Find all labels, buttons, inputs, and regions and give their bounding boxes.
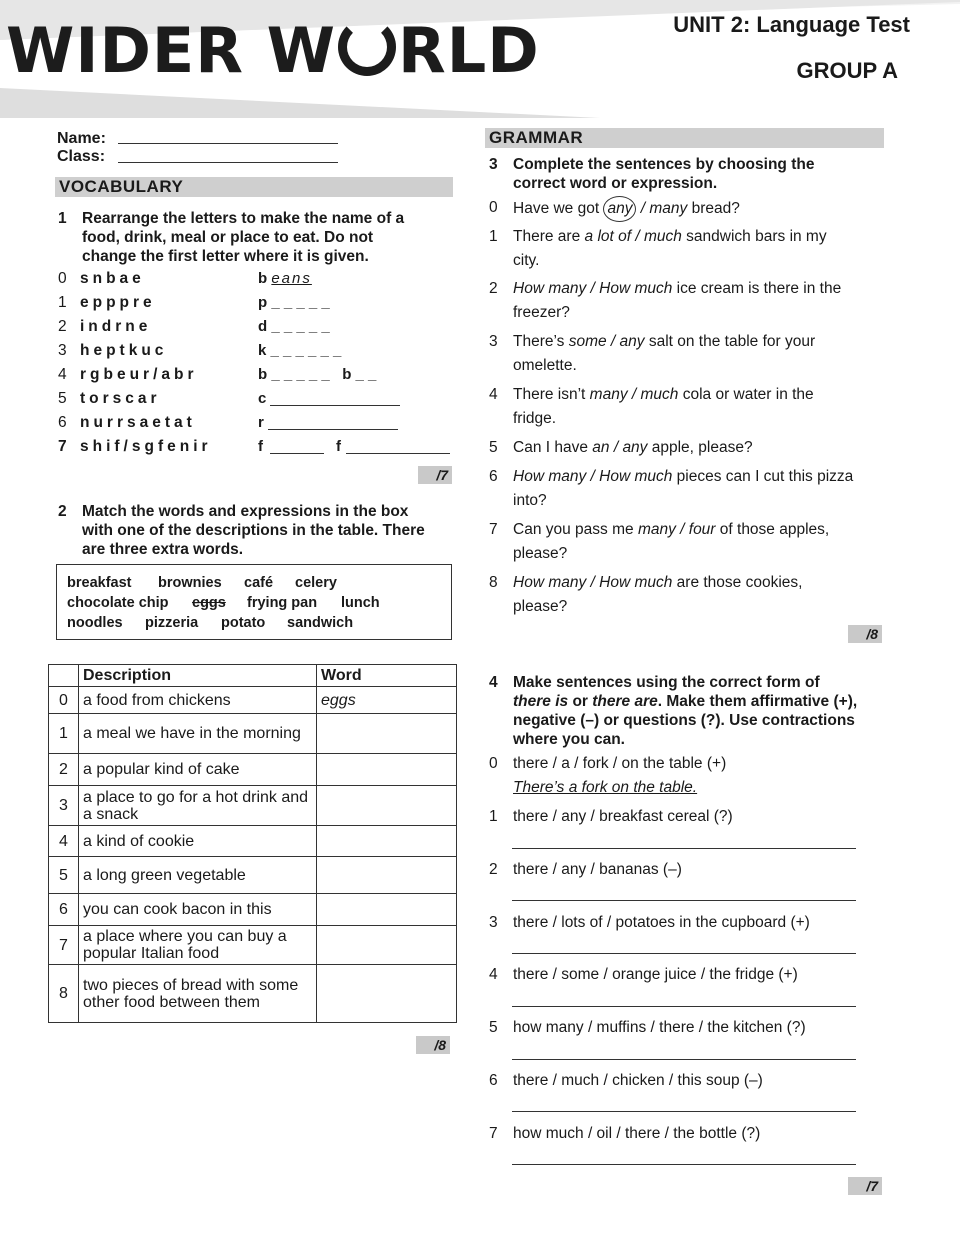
word-box-item: pizzeria [145, 615, 199, 631]
row-description: a popular kind of cake [79, 754, 317, 786]
ex1-item-number: 6 [58, 414, 67, 431]
choice-options[interactable]: How many / How much [513, 574, 673, 591]
answer-first-letter: f [336, 438, 341, 455]
choice-options[interactable]: How many / How much [513, 468, 673, 485]
ex2-score: /8 [416, 1036, 450, 1054]
row-description: two pieces of bread with some other food between them [79, 965, 317, 1023]
answer-line[interactable] [512, 848, 856, 849]
table-row: 4 a kind of cookie [49, 826, 457, 857]
answer-line[interactable] [512, 900, 856, 901]
scrambled-word: rgbeur/abr [80, 366, 198, 383]
word-box-item: sandwich [287, 615, 354, 631]
table-row: 1 a meal we have in the morning [49, 714, 457, 754]
choice-options[interactable]: many / four [637, 521, 716, 538]
row-word-input[interactable] [317, 926, 457, 965]
logo-globe-icon [338, 18, 396, 76]
table-header-number [49, 665, 79, 687]
row-word-input[interactable] [317, 857, 457, 894]
row-word-input[interactable] [317, 965, 457, 1023]
row-word-input[interactable] [317, 714, 457, 754]
answer-line[interactable] [512, 1111, 856, 1112]
answer-blank[interactable]: b _ _ _ _ _ b _ _ [258, 366, 377, 383]
ex1-item-number: 5 [58, 390, 67, 407]
answer-line[interactable] [270, 405, 400, 406]
ex4-prompt: there / lots of / potatoes in the cupboard (+) [513, 914, 810, 931]
table-row: 6 you can cook bacon in this [49, 894, 457, 926]
ex4-prompt: how much / oil / there / the bottle (?) [513, 1125, 761, 1142]
ex4-prompt: there / some / orange juice / the fridge (+) [513, 966, 798, 983]
row-word-sample: eggs [317, 687, 457, 714]
ex1-item-number: 1 [58, 294, 67, 311]
ex1-item-number: 3 [58, 342, 67, 359]
table-row: 7 a place where you can buy a popular Italian food [49, 926, 457, 965]
row-description: a food from chickens [79, 687, 317, 714]
table-row: 2 a popular kind of cake [49, 754, 457, 786]
row-word-input[interactable] [317, 786, 457, 826]
name-label: Name: [57, 130, 106, 147]
scrambled-word: shif/sgfenir [80, 438, 212, 455]
ex4-score: /7 [848, 1177, 882, 1195]
row-description: you can cook bacon in this [79, 894, 317, 926]
ex4-sample-answer: There’s a fork on the table. [513, 779, 698, 796]
word-box-item: lunch [341, 595, 380, 611]
choice-options[interactable]: an / any [592, 439, 648, 456]
answer-first-letter: c [258, 390, 267, 407]
word-box-item: chocolate chip [67, 595, 169, 611]
grammar-heading: GRAMMAR [485, 128, 884, 148]
word-box-item: café [244, 575, 274, 591]
answer-line[interactable] [268, 429, 398, 430]
ex1-item-number: 0 [58, 270, 67, 287]
ex1-item-number: 2 [58, 318, 67, 335]
ex2-instruction: 2 Match the words and expressions in the box with one of the descriptions in the table. There are three extra words. [58, 503, 425, 558]
scrambled-word: heptkuc [80, 342, 168, 359]
table-header-word: Word [317, 665, 457, 687]
word-box [56, 564, 452, 640]
answer-blank[interactable]: d _ _ _ _ _ [258, 318, 330, 335]
ex1-score: /7 [418, 466, 452, 484]
word-box-item: frying pan [247, 595, 318, 611]
word-box-item: noodles [67, 615, 123, 631]
ex3-instruction: 3 Complete the sentences by choosing the correct word or expression. [489, 156, 815, 192]
ex1-item-number: 4 [58, 366, 67, 383]
row-word-input[interactable] [317, 826, 457, 857]
ex3-score: /8 [848, 625, 882, 643]
scrambled-word: torscar [80, 390, 161, 407]
table-row: 5 a long green vegetable [49, 857, 457, 894]
answer-first-letter: f [258, 438, 263, 455]
choice-options[interactable]: How many / How much [513, 280, 673, 297]
answer-line[interactable] [512, 1006, 856, 1007]
wider-world-logo: WIDER W RLD [6, 14, 540, 87]
row-description: a place to go for a hot drink and a snack [79, 786, 317, 826]
answer-line[interactable] [512, 953, 856, 954]
choice-options[interactable]: many / much [589, 386, 679, 403]
row-word-input[interactable] [317, 754, 457, 786]
answer-first-letter: b eans [258, 270, 312, 287]
unit-title: UNIT 2: Language Test [673, 12, 910, 37]
ex1-item-number: 7 [58, 438, 67, 455]
answer-line[interactable] [346, 453, 450, 454]
ex4-instruction: 4 Make sentences using the correct form of there is or there are. Make them affirmative (+), negative (–) or questions (?). Use contractions where you can. [489, 674, 858, 748]
class-field[interactable] [118, 162, 338, 163]
table-row: 8 two pieces of bread with some other food between them [49, 965, 457, 1023]
answer-line[interactable] [270, 453, 324, 454]
class-label: Class: [57, 148, 106, 165]
answer-line[interactable] [512, 1059, 856, 1060]
table-header-description: Description [79, 665, 317, 687]
group-label: GROUP A [796, 58, 898, 83]
name-field[interactable] [118, 143, 338, 144]
word-box-item: potato [221, 615, 266, 631]
vocabulary-heading: VOCABULARY [55, 177, 453, 197]
ex4-prompt: there / much / chicken / this soup (–) [513, 1072, 763, 1089]
ex1-instruction: 1 Rearrange the letters to make the name of a food, drink, meal or place to eat. Do not change the first letter where it is given. [58, 210, 405, 265]
sample-answer: eans [271, 270, 312, 287]
table-row: 3 a place to go for a hot drink and a snack [49, 786, 457, 826]
ex4-prompt: there / any / bananas (–) [513, 861, 682, 878]
description-table [48, 664, 457, 1023]
row-description: a place where you can buy a popular Italian food [79, 926, 317, 965]
choice-options[interactable]: some / any [568, 333, 645, 350]
ex4-prompt: there / any / breakfast cereal (?) [513, 808, 733, 825]
row-description: a kind of cookie [79, 826, 317, 857]
word-box-item: brownies [158, 575, 222, 591]
ex4-prompt: how many / muffins / there / the kitchen (?) [513, 1019, 806, 1036]
circled-answer: any [603, 196, 636, 222]
scrambled-word: snbae [80, 270, 145, 287]
row-description: a long green vegetable [79, 857, 317, 894]
word-box-item: celery [295, 575, 337, 591]
scrambled-word: indrne [80, 318, 152, 335]
scrambled-word: epppre [80, 294, 156, 311]
answer-line[interactable] [512, 1164, 856, 1165]
ex4-prompt: there / a / fork / on the table (+) [513, 755, 727, 772]
answer-blank[interactable]: k _ _ _ _ _ _ [258, 342, 342, 359]
word-box-item-used: eggs [192, 595, 226, 611]
choice-options[interactable]: a lot of / much [584, 228, 682, 245]
scrambled-word: nurrsaetat [80, 414, 196, 431]
row-word-input[interactable] [317, 894, 457, 926]
row-description: a meal we have in the morning [79, 714, 317, 754]
table-row: 0 a food from chickens eggs [49, 687, 457, 714]
answer-blank[interactable]: p _ _ _ _ _ [258, 294, 330, 311]
answer-first-letter: r [258, 414, 264, 431]
word-box-item: breakfast [67, 575, 132, 591]
